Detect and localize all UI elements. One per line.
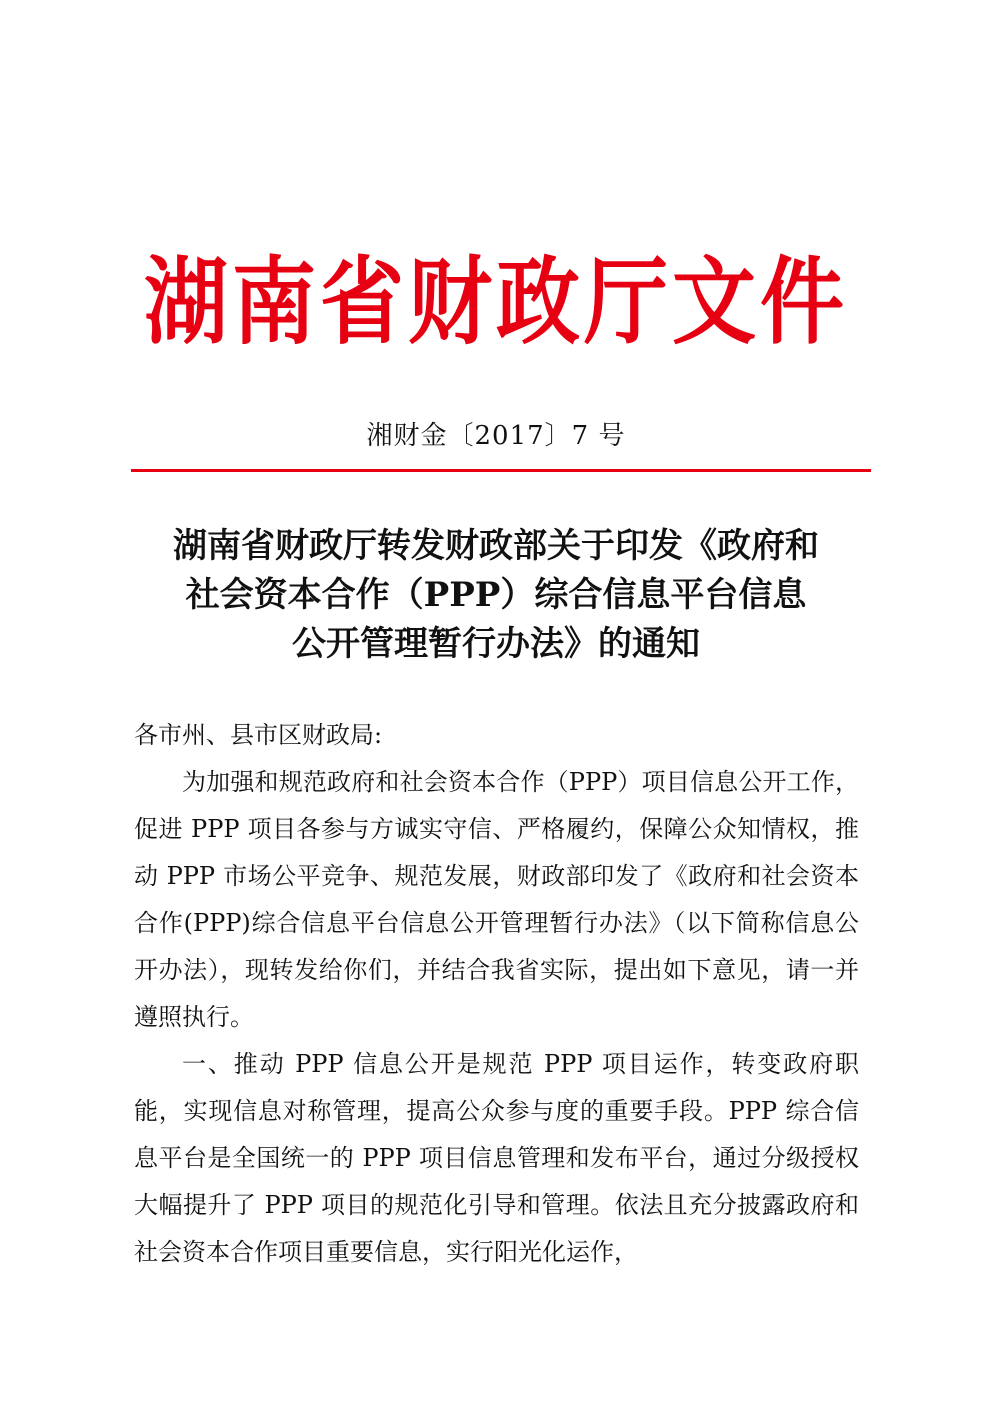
red-divider-line	[131, 469, 871, 472]
notice-body	[134, 712, 859, 1276]
title-line-3: 公开管理暂行办法》的通知	[292, 624, 700, 664]
notice-title	[100, 522, 892, 669]
title-line-1: 湖南省财政厅转发财政部关于印发《政府和	[173, 526, 819, 566]
title-line-2: 社会资本合作（PPP）综合信息平台信息	[185, 575, 807, 615]
paragraph-2: 一、推动 PPP 信息公开是规范 PPP 项目运作，转变政府职能，实现信息对称管理，提高公众参与度的重要手段。PPP 综合信息平台是全国统一的 PPP 项目信息管理和发布平台，通过分级授权大幅提升了 PPP 项目的规范化引导和管理。依法且充分披露政府和社会资本合作项目重要信息，实行阳光化运作，	[134, 1050, 859, 1266]
document-number: 湘财金〔2017〕7 号	[366, 421, 626, 451]
salutation: 各市州、县市区财政局:	[134, 721, 383, 749]
document-masthead: 湖南省财政厅文件	[143, 246, 848, 357]
paragraph-1: 为加强和规范政府和社会资本合作（PPP）项目信息公开工作，促进 PPP 项目各参与方诚实守信、严格履约，保障公众知情权，推动 PPP 市场公平竞争、规范发展，财政部印发了《政府和社会资本合作(PPP)综合信息平台信息公开管理暂行办法》（以下简称信息公开办法），现转发给你们，并结合我省实际，提出如下意见，请一并遵照执行。	[134, 768, 859, 1031]
